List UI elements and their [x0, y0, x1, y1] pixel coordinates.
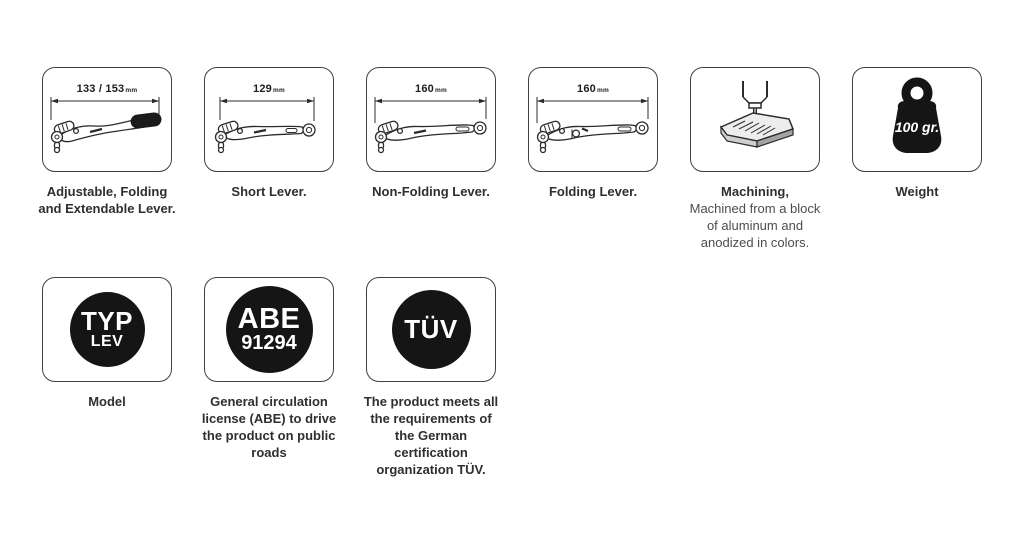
feature-card-tuv-certification	[366, 277, 496, 382]
feature-caption: Short Lever.	[231, 184, 307, 199]
feature-card-abe-license	[204, 277, 334, 382]
feature-card-machining	[690, 67, 820, 172]
folding-joint	[573, 130, 580, 137]
lever-icon	[370, 95, 492, 157]
feature-caption: Adjustable, Folding and Extendable Lever.	[38, 184, 176, 216]
dimension-unit: mm	[596, 87, 609, 94]
feature-card-weight	[852, 67, 982, 172]
badge-line-2: LEV	[90, 333, 124, 351]
dimension-value: 160	[415, 83, 434, 95]
lever-folding-icon	[532, 95, 654, 157]
dimension-value: 160	[577, 83, 596, 95]
tuv-badge	[392, 290, 471, 369]
feature-card-model	[42, 277, 172, 382]
feature-description: Machined from a block of aluminum and anodized in colors.	[689, 201, 821, 250]
feature-caption: Model	[88, 394, 126, 409]
feature-model	[42, 277, 172, 478]
dimension-unit: mm	[272, 87, 285, 94]
feature-card-folding-lever	[528, 67, 658, 172]
abe-badge	[226, 286, 313, 373]
milling-machine-icon	[707, 77, 803, 159]
feature-abe-license	[201, 277, 337, 478]
feature-row-2	[42, 277, 499, 478]
weight-value: 100 gr.	[894, 119, 940, 135]
feature-adjustable-lever	[38, 67, 176, 251]
dimension-unit: mm	[125, 87, 138, 94]
lever-short-icon	[208, 95, 330, 157]
badge-line-1: TYP	[80, 305, 134, 336]
dimension-value: 133 / 153	[76, 83, 125, 95]
feature-caption: Machining,	[721, 184, 789, 199]
badge-line-2: 91294	[241, 331, 297, 354]
badge-line-1: TÜV	[404, 314, 458, 345]
typ-lev-badge	[70, 292, 145, 367]
feature-machining	[690, 67, 820, 251]
kettlebell-weight-icon	[874, 76, 960, 162]
feature-caption: Weight	[895, 184, 939, 199]
feature-card-short-lever	[204, 67, 334, 172]
feature-row-1	[38, 67, 982, 251]
feature-caption: The product meets all the requirements of the German certification organization TÜV.	[363, 394, 499, 477]
feature-tuv-certification	[363, 277, 499, 478]
dimension-value: 129	[253, 83, 272, 95]
feature-card-non-folding-lever	[366, 67, 496, 172]
feature-folding-lever	[528, 67, 658, 251]
feature-short-lever	[204, 67, 334, 251]
dimension-unit: mm	[434, 87, 447, 94]
feature-caption: Folding Lever.	[548, 184, 638, 199]
feature-caption: Non-Folding Lever.	[372, 184, 490, 199]
feature-weight	[852, 67, 982, 251]
feature-non-folding-lever	[366, 67, 496, 251]
lever-extendable-icon	[46, 95, 168, 157]
feature-caption: General circulation license (ABE) to drive the product on public roads	[201, 394, 337, 460]
badge-line-1: ABE	[237, 303, 301, 336]
black-extender-tip	[130, 112, 161, 129]
feature-card-adjustable-lever	[42, 67, 172, 172]
